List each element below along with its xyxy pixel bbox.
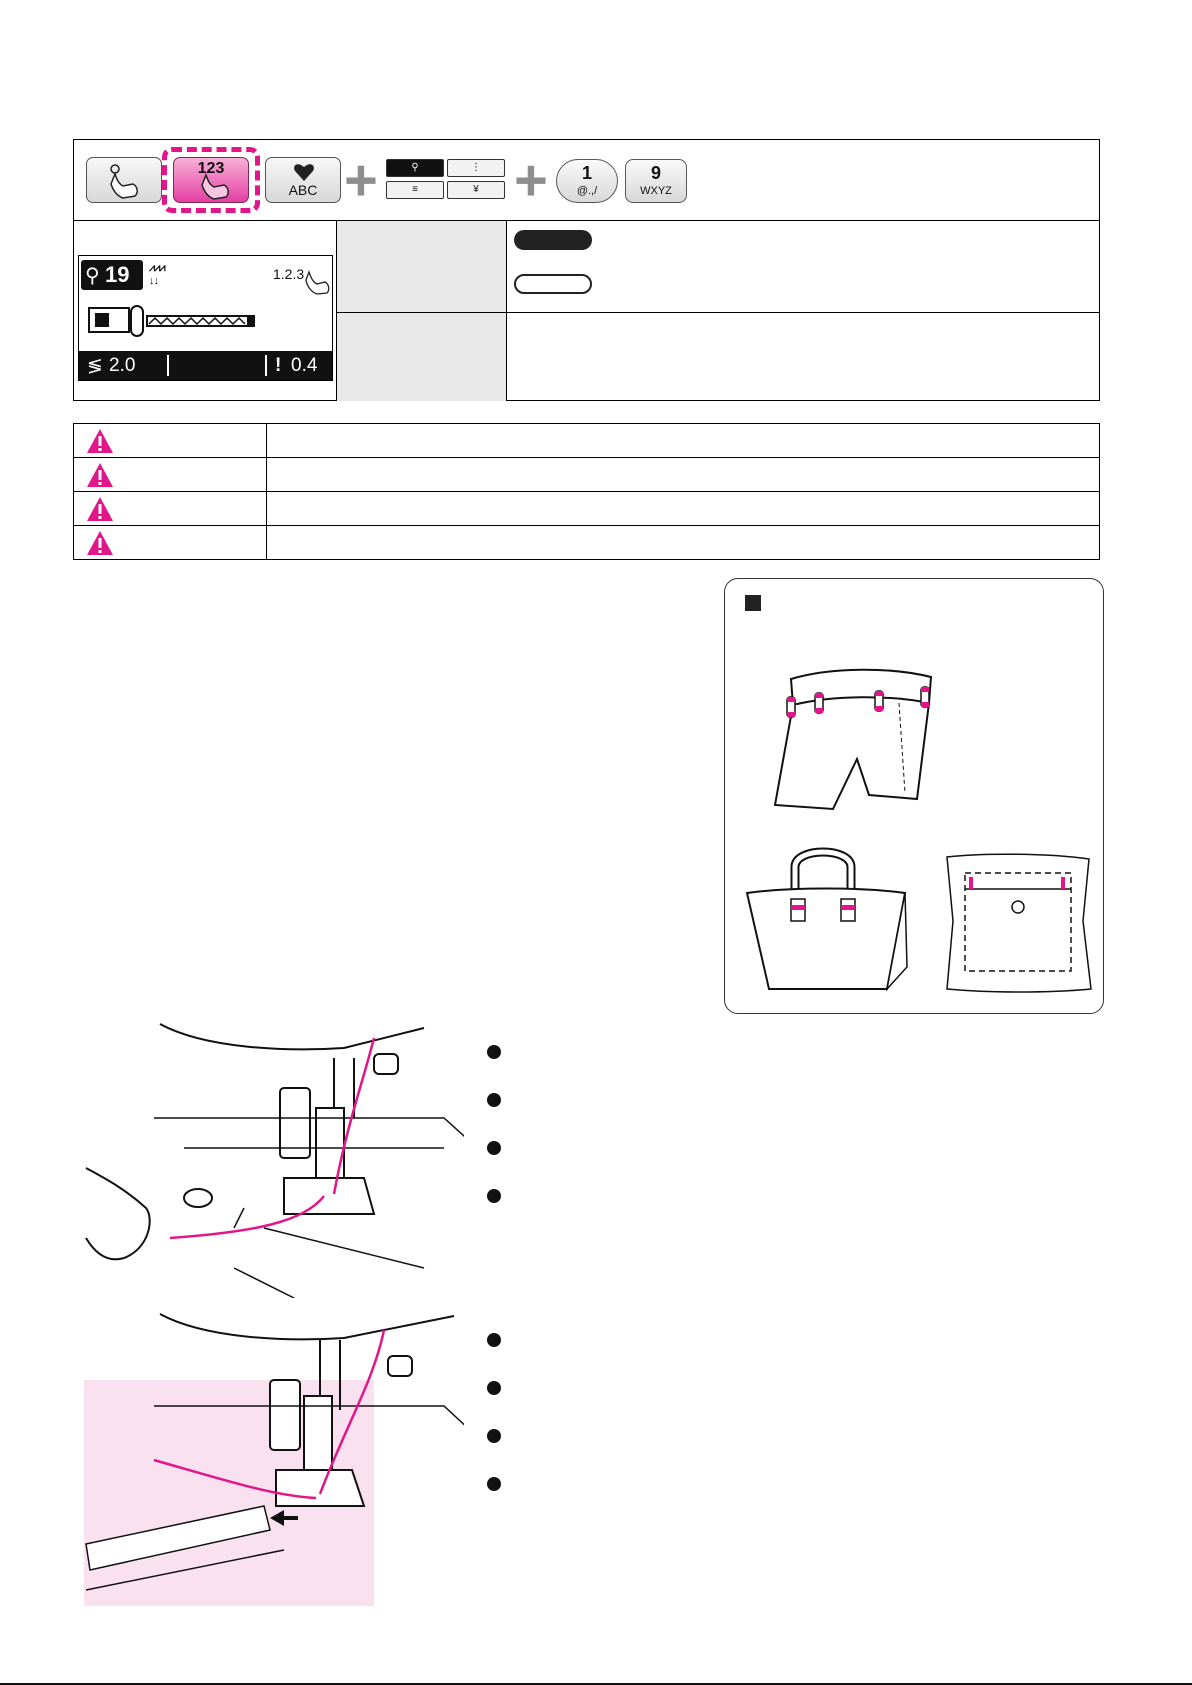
list-bullet (487, 1429, 501, 1443)
numeric-mode-button[interactable] (173, 157, 249, 203)
tote-bag-illustration (741, 847, 911, 997)
presser-foot-illustration-2 (84, 1310, 464, 1610)
pattern-group-key[interactable]: ≡ (386, 181, 444, 199)
width-icon: ≶ (87, 356, 103, 377)
list-bullet (487, 1333, 501, 1347)
lcd-separator (167, 355, 169, 376)
application-examples-box (724, 578, 1104, 1014)
list-bullet (487, 1477, 501, 1491)
key-number: 1 (581, 163, 592, 183)
warning-row (74, 458, 1099, 492)
hand-press-icon (303, 270, 331, 296)
length-icon: ! (275, 355, 282, 376)
pattern-group-key[interactable]: ⋮ (447, 159, 505, 177)
key-letters: WXYZ (640, 185, 672, 197)
panel-divider (336, 220, 337, 401)
warning-triangle-icon (86, 530, 114, 556)
plus-icon: + (344, 148, 378, 213)
warning-table (73, 423, 1100, 560)
hand-press-icon (101, 162, 149, 200)
feed-icon: ⩘⩘⩘ ↓↓ (149, 262, 165, 287)
warning-triangle-icon (86, 462, 114, 488)
heart-icon (293, 162, 315, 182)
hand-press-icon (198, 173, 238, 201)
warning-row (74, 424, 1099, 458)
key-letters: @.,/ (576, 185, 598, 197)
mode-indicator: 1.2.3 (273, 266, 305, 282)
panel-divider (74, 220, 1099, 221)
list-bullet (487, 1045, 501, 1059)
pocket-illustration (939, 851, 1095, 997)
panel-divider (337, 312, 1099, 313)
character-mode-button[interactable] (265, 157, 341, 203)
needle-icon: ⚲ (85, 265, 100, 287)
warning-row (74, 492, 1099, 526)
list-bullet (487, 1141, 501, 1155)
buttonhole-stitch-icon (87, 302, 327, 340)
number-key-1[interactable] (556, 159, 618, 203)
warning-triangle-icon (86, 428, 114, 454)
pattern-number-box (81, 260, 143, 290)
direct-mode-button[interactable] (86, 157, 162, 203)
pattern-group-key[interactable]: ⚲ (386, 159, 444, 177)
settings-label-cell (337, 221, 506, 401)
plus-icon: + (514, 148, 548, 213)
list-bullet (487, 1381, 501, 1395)
key-number: 9 (650, 163, 661, 183)
list-bullet (487, 1189, 501, 1203)
warning-row (74, 526, 1099, 560)
section-marker-icon (745, 595, 761, 611)
number-key-9[interactable] (625, 159, 687, 203)
warning-triangle-icon (86, 496, 114, 522)
stitch-width-value: 2.0 (109, 355, 136, 376)
setting-pill-filled (514, 230, 592, 250)
numeric-mode-label: 123 (197, 160, 225, 177)
lcd-display (78, 255, 333, 381)
stitch-length-value: 0.4 (291, 355, 318, 376)
pattern-group-key[interactable]: ¥ (447, 181, 505, 199)
character-mode-label: ABC (288, 182, 318, 198)
presser-foot-illustration-1 (84, 1018, 464, 1298)
lcd-separator (265, 355, 267, 376)
shorts-illustration (771, 667, 951, 827)
pattern-number: 19 (105, 262, 130, 287)
list-bullet (487, 1093, 501, 1107)
panel-divider (506, 220, 507, 401)
setting-pill-outline (514, 274, 592, 294)
lcd-status-bar (79, 351, 332, 380)
